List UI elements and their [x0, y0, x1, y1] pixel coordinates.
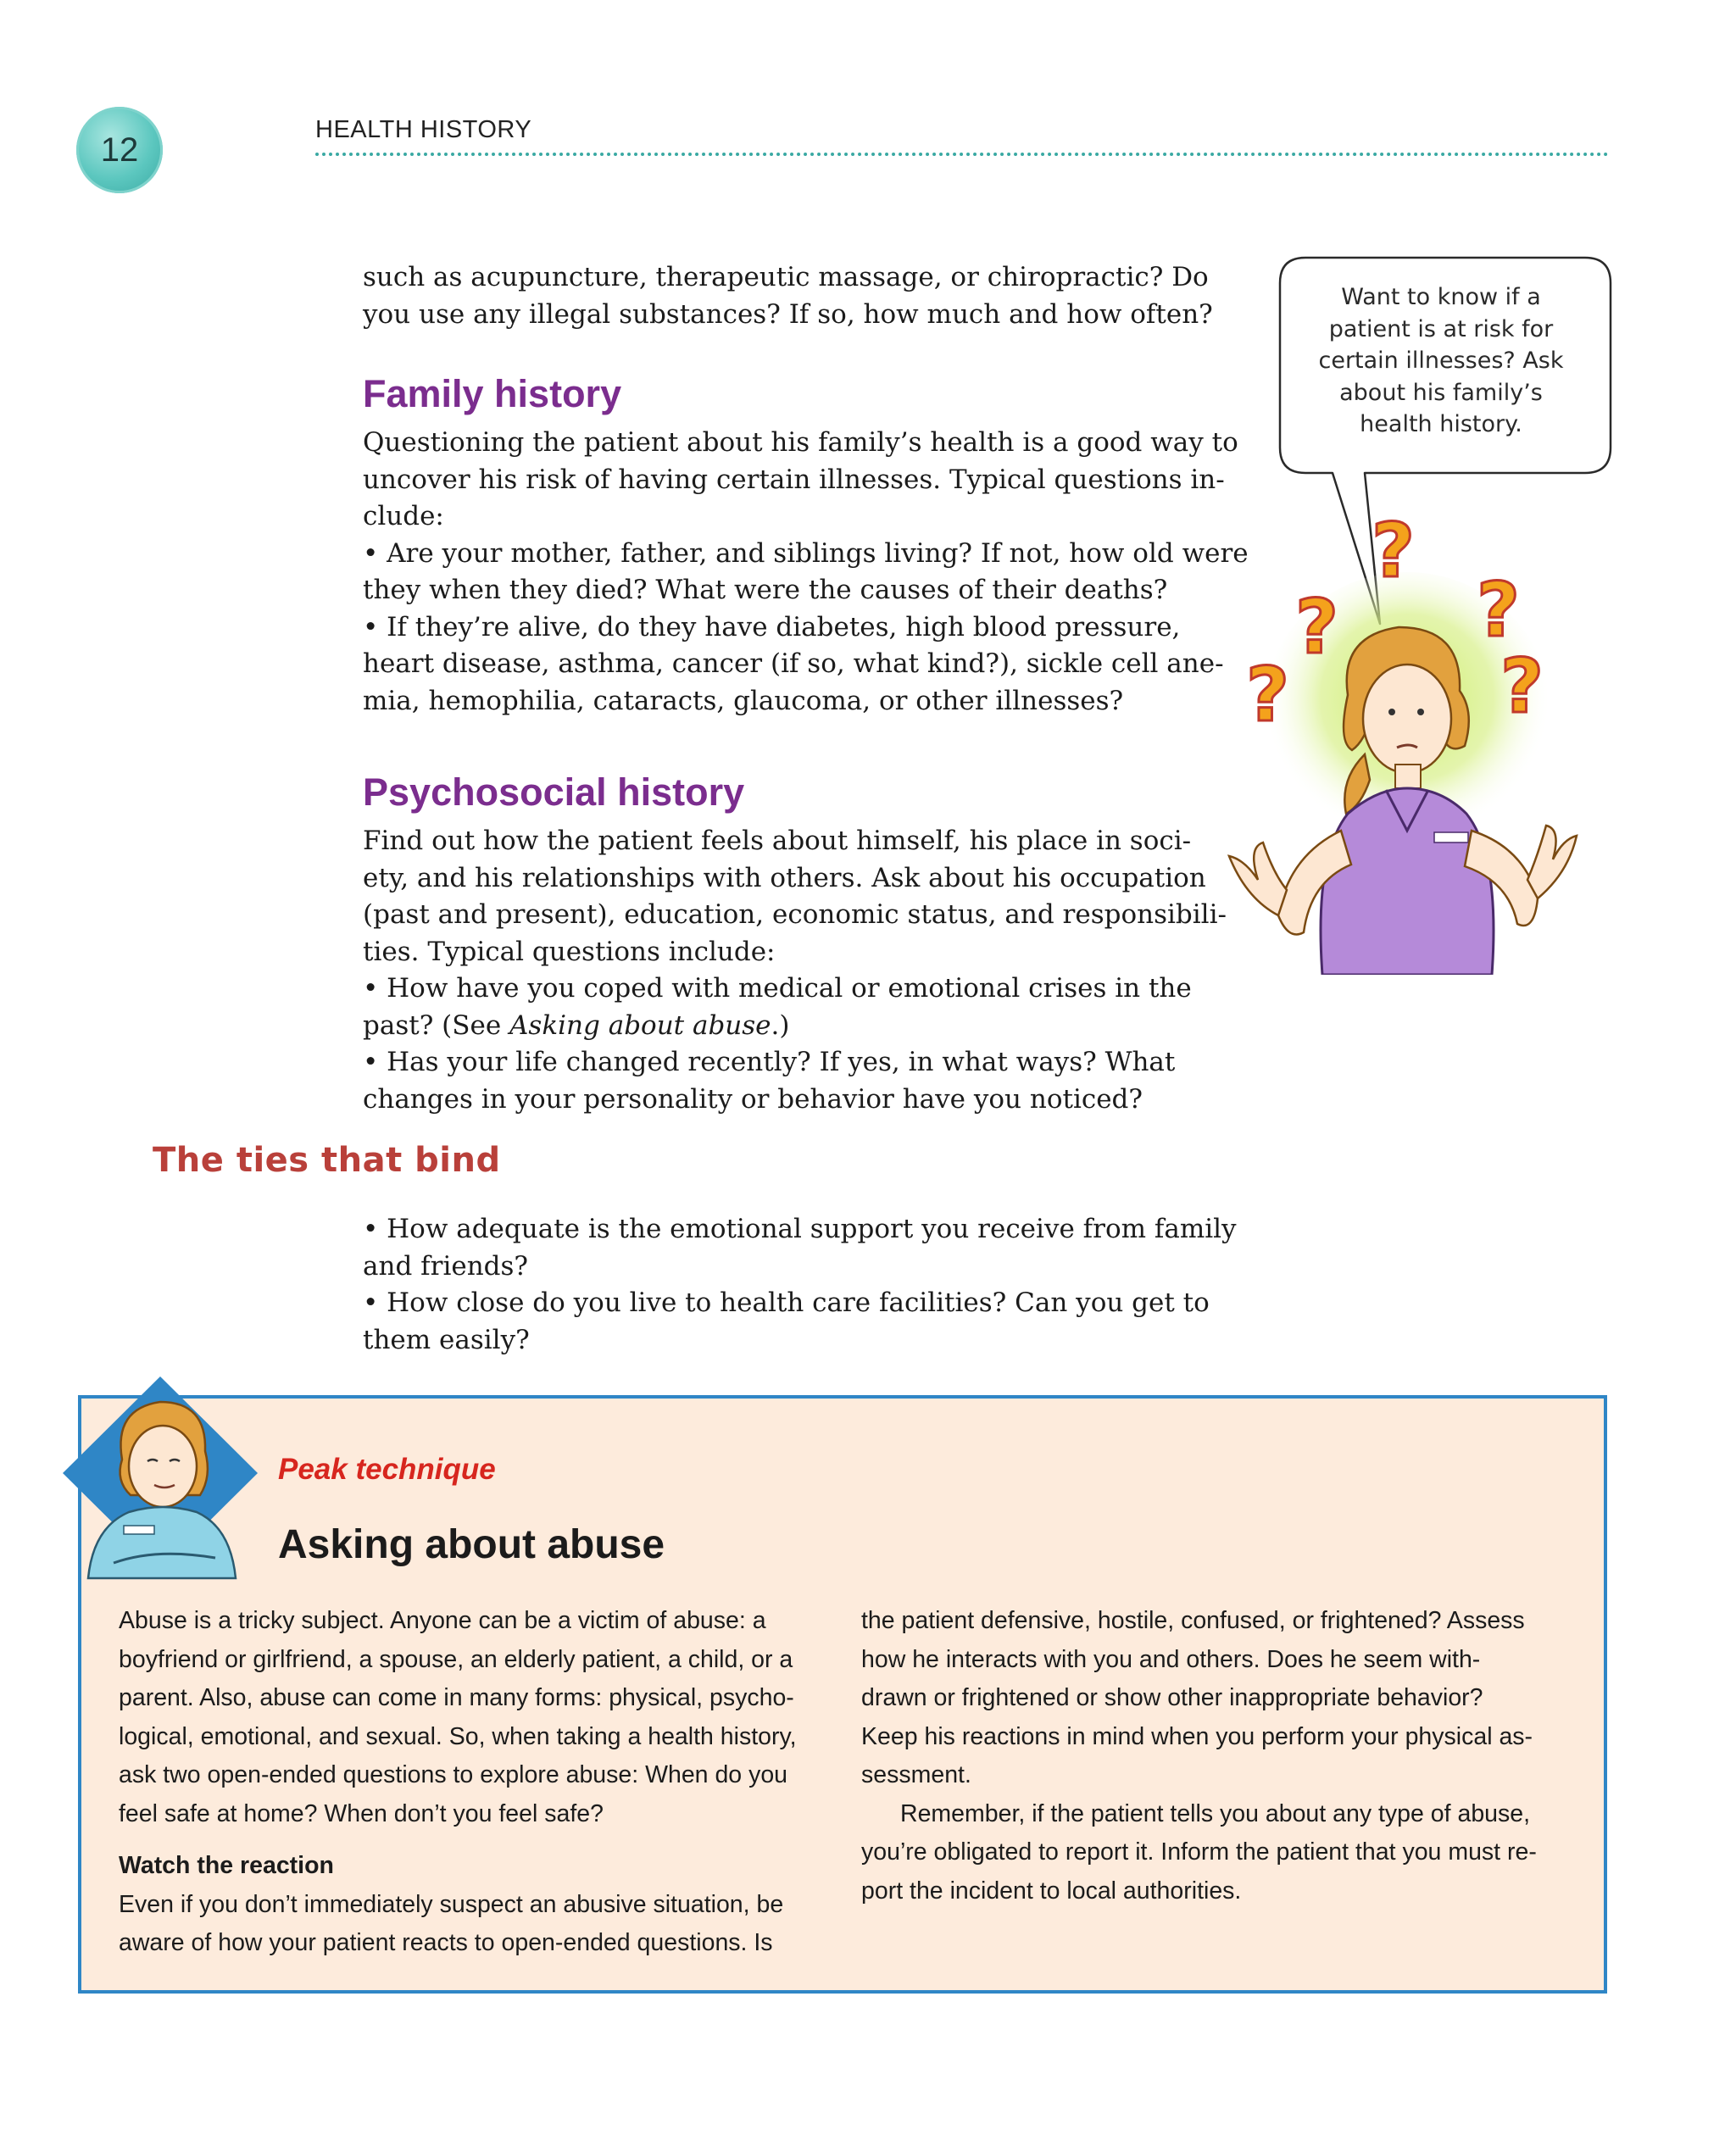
sidebar-title: Asking about abuse: [278, 1522, 665, 1567]
psychosocial-line: ties. Typical questions include:: [363, 936, 776, 967]
cross-reference-link[interactable]: Asking about abuse: [509, 1009, 771, 1041]
family-line: mia, hemophilia, cataracts, glaucoma, or other illnesses?: [363, 685, 1124, 716]
page-number-badge: [76, 107, 163, 193]
svg-text:?: ?: [1500, 642, 1544, 730]
psychosocial-line: • Has your life changed recently? If yes, in what ways? What: [363, 1047, 1176, 1077]
sidebar-line: aware of how your patient reacts to open-ended questions. Is: [119, 1929, 773, 1956]
sidebar-line: drawn or frightened or show other inappropriate behavior?: [861, 1684, 1483, 1711]
running-head: HEALTH HISTORY: [315, 116, 532, 143]
family-line: they when they died? What were the causes of their deaths?: [363, 575, 1168, 605]
main-text-column: [363, 259, 1266, 1359]
bubble-line: about his family’s: [1339, 379, 1543, 406]
sidebar-line: Keep his reactions in mind when you perform your physical as-: [861, 1722, 1533, 1750]
sidebar-kicker: Peak technique: [278, 1453, 496, 1486]
sidebar-line: parent. Also, abuse can come in many forms: physical, psycho-: [119, 1684, 794, 1711]
page-number: 12: [100, 131, 139, 169]
speech-bubble-text: [1301, 281, 1581, 441]
bind-line: • How close do you live to health care facilities? Can you get to: [363, 1287, 1210, 1318]
bubble-line: Want to know if a: [1341, 284, 1541, 310]
family-line: Questioning the patient about his family’s health is a good way to: [363, 427, 1238, 458]
confused-nurse-illustration: [1195, 500, 1619, 975]
bubble-line: certain illnesses? Ask: [1318, 348, 1564, 374]
sidebar-line: logical, emotional, and sexual. So, when taking a health history,: [119, 1722, 797, 1750]
intro-line: you use any illegal substances? If so, how much and how often?: [363, 298, 1213, 330]
svg-text:?: ?: [1477, 566, 1521, 653]
see-prefix: past? (See: [363, 1009, 510, 1041]
sidebar-right-column: [861, 1602, 1572, 1910]
bubble-line: patient is at risk for: [1328, 315, 1554, 342]
sidebar-line: Even if you don’t immediately suspect an abusive situation, be: [119, 1890, 784, 1918]
sidebar-line: the patient defensive, hostile, confused, or frightened? Assess: [861, 1607, 1525, 1634]
svg-text:?: ?: [1295, 583, 1339, 670]
bind-line: them easily?: [363, 1324, 530, 1355]
sidebar-line: boyfriend or girlfriend, a spouse, an elderly patient, a child, or a: [119, 1645, 793, 1673]
sidebar-line: how he interacts with you and others. Does he seem with-: [861, 1645, 1481, 1673]
family-line: • Are your mother, father, and siblings living? If not, how old were: [363, 537, 1249, 569]
bind-line: and friends?: [363, 1250, 529, 1282]
family-history-heading: Family history: [363, 372, 622, 415]
psychosocial-history-heading: Psychosocial history: [363, 770, 745, 814]
bind-line: • How adequate is the emotional support you receive from family: [363, 1214, 1237, 1244]
sidebar-line: port the incident to local authorities.: [861, 1877, 1242, 1905]
svg-text:?: ?: [1246, 651, 1290, 738]
sidebar-left-column: [119, 1602, 822, 1963]
cross-reference-line: [363, 1008, 1266, 1045]
sidebar-subhead: Watch the reaction: [119, 1852, 334, 1879]
psychosocial-line: changes in your personality or behavior have you noticed?: [363, 1083, 1143, 1115]
sidebar-line: Remember, if the patient tells you about any type of abuse,: [900, 1799, 1531, 1827]
psychosocial-line: ety, and his relationships with others. Ask about his occupation: [363, 862, 1206, 893]
nurse-diamond-illustration: [54, 1366, 275, 1595]
sidebar-line: sessment.: [861, 1761, 971, 1788]
see-suffix: .): [771, 1009, 790, 1041]
margin-heading: The ties that bind: [153, 1141, 501, 1180]
psychosocial-line: Find out how the patient feels about himself, his place in soci-: [363, 826, 1192, 856]
sidebar-line: you’re obligated to report it. Inform the patient that you must re-: [861, 1838, 1537, 1866]
header-dotted-rule: [315, 153, 1609, 156]
family-line: heart disease, asthma, cancer (if so, what kind?), sickle cell ane-: [363, 648, 1224, 679]
sidebar-line: Abuse is a tricky subject. Anyone can be a victim of abuse: a: [119, 1607, 766, 1634]
family-line: clude:: [363, 501, 444, 531]
svg-text:?: ?: [1372, 507, 1416, 594]
intro-line: such as acupuncture, therapeutic massage, or chiropractic? Do: [363, 262, 1209, 292]
family-line: uncover his risk of having certain illnesses. Typical questions in-: [363, 464, 1225, 495]
sidebar-line: ask two open-ended questions to explore abuse: When do you: [119, 1761, 788, 1788]
bubble-line: health history.: [1360, 411, 1522, 437]
sidebar-line: feel safe at home? When don’t you feel safe?: [119, 1799, 604, 1827]
psychosocial-line: (past and present), education, economic status, and responsibili-: [363, 899, 1227, 930]
psychosocial-line: • How have you coped with medical or emotional crises in the: [363, 973, 1192, 1004]
family-line: • If they’re alive, do they have diabetes, high blood pressure,: [363, 611, 1181, 642]
